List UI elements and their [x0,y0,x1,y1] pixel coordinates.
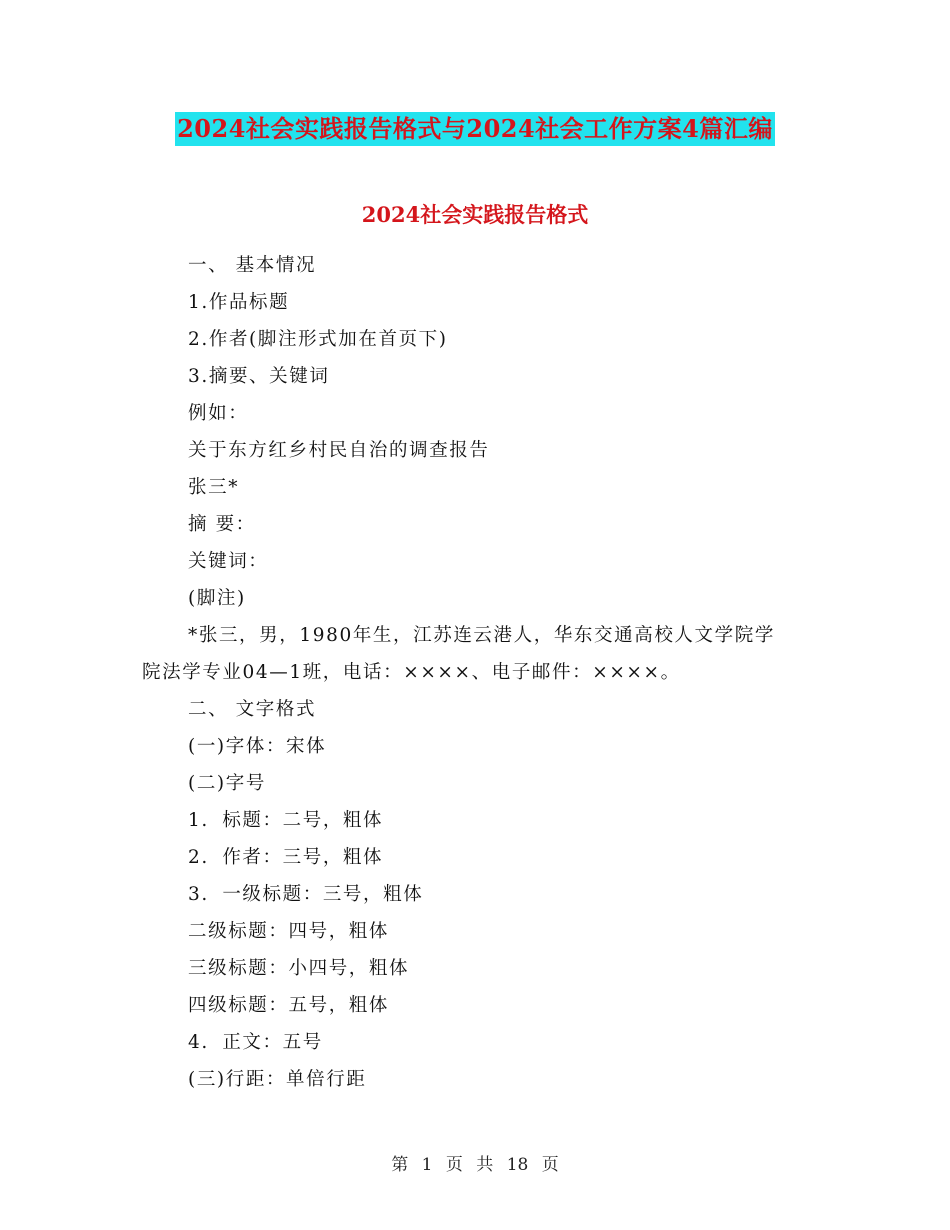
heading-text-format: 二、 文字格式 [188,699,317,720]
body-line: 四级标题：五号，粗体 [188,995,390,1016]
body-line: 二级标题：四号，粗体 [188,921,390,942]
body-line: 关键词： [188,551,269,572]
document-title-container [0,112,950,146]
document-title: 2024社会实践报告格式与2024社会工作方案4篇汇编 [175,112,775,146]
body-line: 4. 正文：五号 [188,1032,323,1053]
body-line: (二)字号 [188,773,266,794]
body-line: 三级标题：小四号，粗体 [188,958,410,979]
body-line: 3. 一级标题：三号，粗体 [188,884,424,905]
body-line: 例如： [188,403,249,424]
body-line: 摘 要： [188,514,256,535]
page-number-footer: 第 1 页 共 18 页 [391,1155,559,1175]
body-line: 2. 作者：三号，粗体 [188,847,384,868]
body-line: 张三* [188,477,240,498]
body-line: 1.作品标题 [188,292,290,313]
heading-basic-info: 一、 基本情况 [188,255,317,276]
footnote-line: *张三，男，1980年生，江苏连云港人，华东交通高校人文学院学 [188,625,775,646]
footnote-line-continued: 院法学专业04—1班，电话：××××、电子邮件：××××。 [142,662,681,683]
body-line: (一)字体：宋体 [188,736,327,757]
body-line: (三)行距：单倍行距 [188,1069,367,1090]
body-line: 3.摘要、关键词 [188,366,330,387]
section-title: 2024社会实践报告格式 [361,202,589,227]
body-line: 关于东方红乡村民自治的调查报告 [188,440,490,461]
body-line: (脚注) [188,588,246,609]
body-line: 1. 标题：二号，粗体 [188,810,384,831]
document-body [142,247,814,1098]
body-line: 2.作者(脚注形式加在首页下) [188,329,448,350]
